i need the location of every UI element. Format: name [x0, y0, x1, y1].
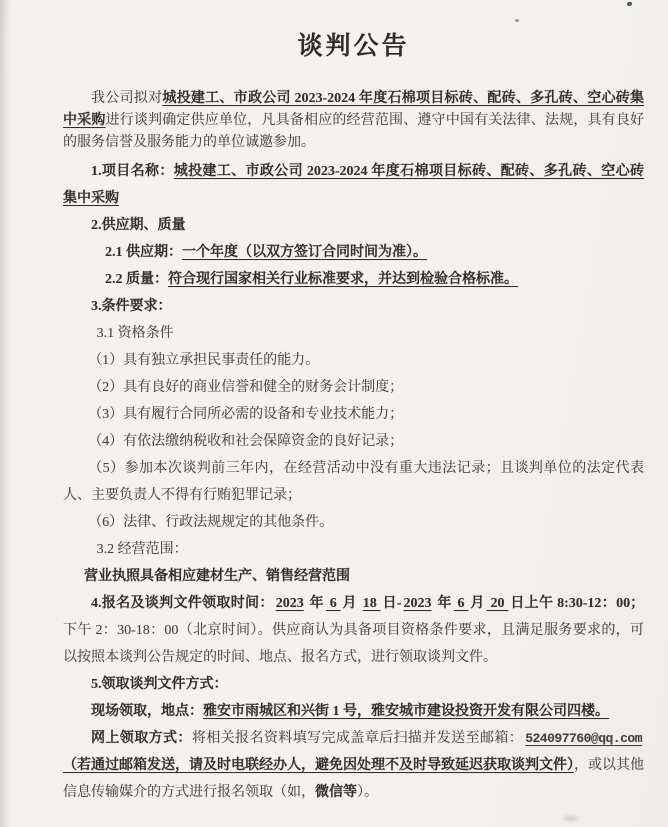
- item-2-1-label: 2.1 供应期：: [105, 245, 182, 260]
- item-4-rest-text: 下午 2：30-18：00（北京时间）。供应商认为具备项目资格条件要求，且满足服务要求的，可以按照本谈判公告规定的时间、地点、报名方式，进行领取谈判文件。: [63, 623, 644, 665]
- intro-pre-text: 我公司拟对: [91, 91, 163, 106]
- qualification-condition-4: （4）有依法缴纳税收和社会保障资金的良好记录；: [88, 434, 404, 449]
- item-1-value: 城投建工、市政公司 2023-2024 年度石棉项目标砖、配砖、多孔砖、空心砖集中采购: [63, 164, 644, 206]
- onsite-pickup-address: 雅安市雨城区和兴街 1 号，雅安城市建设投资开发有限公司四楼。: [203, 704, 609, 719]
- scan-speck: [563, 816, 578, 821]
- item-5-heading: 5.领取谈判文件方式：: [91, 677, 228, 692]
- date-sep: 年: [305, 596, 324, 611]
- email-delay-note: （若通过邮箱发送，请及时电联经办人，避免因处理不及时导致延迟获取谈判文件）: [63, 758, 574, 773]
- online-pickup-tail: ，或以其他信息传输媒介的方式进行报名领取（如，: [63, 758, 644, 800]
- online-pickup-text: 将相关报名资料填写完成盖章后扫描并发送至邮箱：: [191, 731, 524, 746]
- item-3-heading: 3.条件要求：: [91, 299, 172, 314]
- qualification-condition-5: （5）参加本次谈判前三年内，在经营活动中没有重大违法记录；且谈判单位的法定代表人、主要负责人不得有行贿犯罪记录；: [63, 461, 644, 503]
- qualification-condition-2: （2）具有良好的商业信誉和健全的财务会计制度；: [88, 380, 404, 395]
- item-2-2-label: 2.2 质量：: [105, 272, 168, 287]
- qualification-condition-1: （1）具有独立承担民事责任的能力。: [88, 353, 320, 368]
- wechat-mention: 微信等: [315, 785, 357, 800]
- item-2-2-quality: [63, 266, 644, 293]
- item-3-2-heading: 3.2 经营范围：: [96, 542, 188, 557]
- item-2-1-value: 一个年度（以双方签订合同时间为准）。: [182, 245, 427, 260]
- online-pickup-label: 网上领取方式：: [91, 731, 192, 746]
- item-2-1-supply-period: [63, 239, 644, 266]
- item-1-project-name: [63, 158, 644, 212]
- item-4-label: 4.报名及谈判文件领取时间：: [91, 596, 274, 611]
- date-sep: 月: [342, 596, 361, 611]
- date-sep: 月: [470, 596, 485, 611]
- item-4-schedule: [63, 590, 644, 671]
- business-scope: 营业执照具备相应建材生产、销售经营范围: [84, 569, 350, 584]
- date-month-2: 6: [453, 596, 469, 611]
- item-1-label: 1.项目名称：: [91, 164, 174, 179]
- item-2-2-value: 符合现行国家相关行业标准要求，并达到检验合格标准。: [168, 272, 518, 287]
- qualification-condition-6: （6）法律、行政法规规定的其他条件。: [88, 515, 334, 530]
- document-content: [63, 0, 644, 806]
- online-pickup-tail-end: ）。: [357, 785, 378, 800]
- item-2-heading: 2.供应期、质量: [91, 218, 186, 233]
- item-4-date-range: [274, 596, 644, 611]
- onsite-pickup: [63, 698, 644, 725]
- date-year-2: 2023: [403, 596, 432, 611]
- intro-paragraph: [63, 88, 644, 154]
- online-pickup: [63, 725, 644, 806]
- morning-hours: 日上午 8:30-12：00；: [510, 596, 645, 611]
- intro-project-name: 城投建工、市政公司 2023-2024 年度石棉项目标砖、配砖、多孔砖、空心砖集中采购: [63, 91, 644, 128]
- item-3-1-heading: 3.1 资格条件: [96, 326, 174, 341]
- date-year-1: 2023: [275, 596, 304, 611]
- onsite-pickup-label: 现场领取，地点：: [91, 704, 203, 719]
- scan-edge-shadow: [0, 0, 10, 827]
- intro-post-text: 进行谈判确定供应单位，凡具备相应的经营范围、遵守中国有关法律、法规，具有良好的服务信誉及服务能力的单位诚邀参加。: [63, 113, 645, 150]
- page-title: 谈判公告: [297, 33, 410, 60]
- pickup-email-address: 524097760@qq.com: [525, 731, 643, 746]
- date-day-1: 18: [362, 596, 381, 611]
- date-month-1: 6: [325, 596, 341, 611]
- date-day-2: 20: [486, 596, 509, 611]
- qualification-condition-3: （3）具有履行合同所必需的设备和专业技术能力；: [88, 407, 404, 422]
- date-sep: 年: [433, 596, 452, 611]
- date-sep: 日-: [382, 596, 402, 611]
